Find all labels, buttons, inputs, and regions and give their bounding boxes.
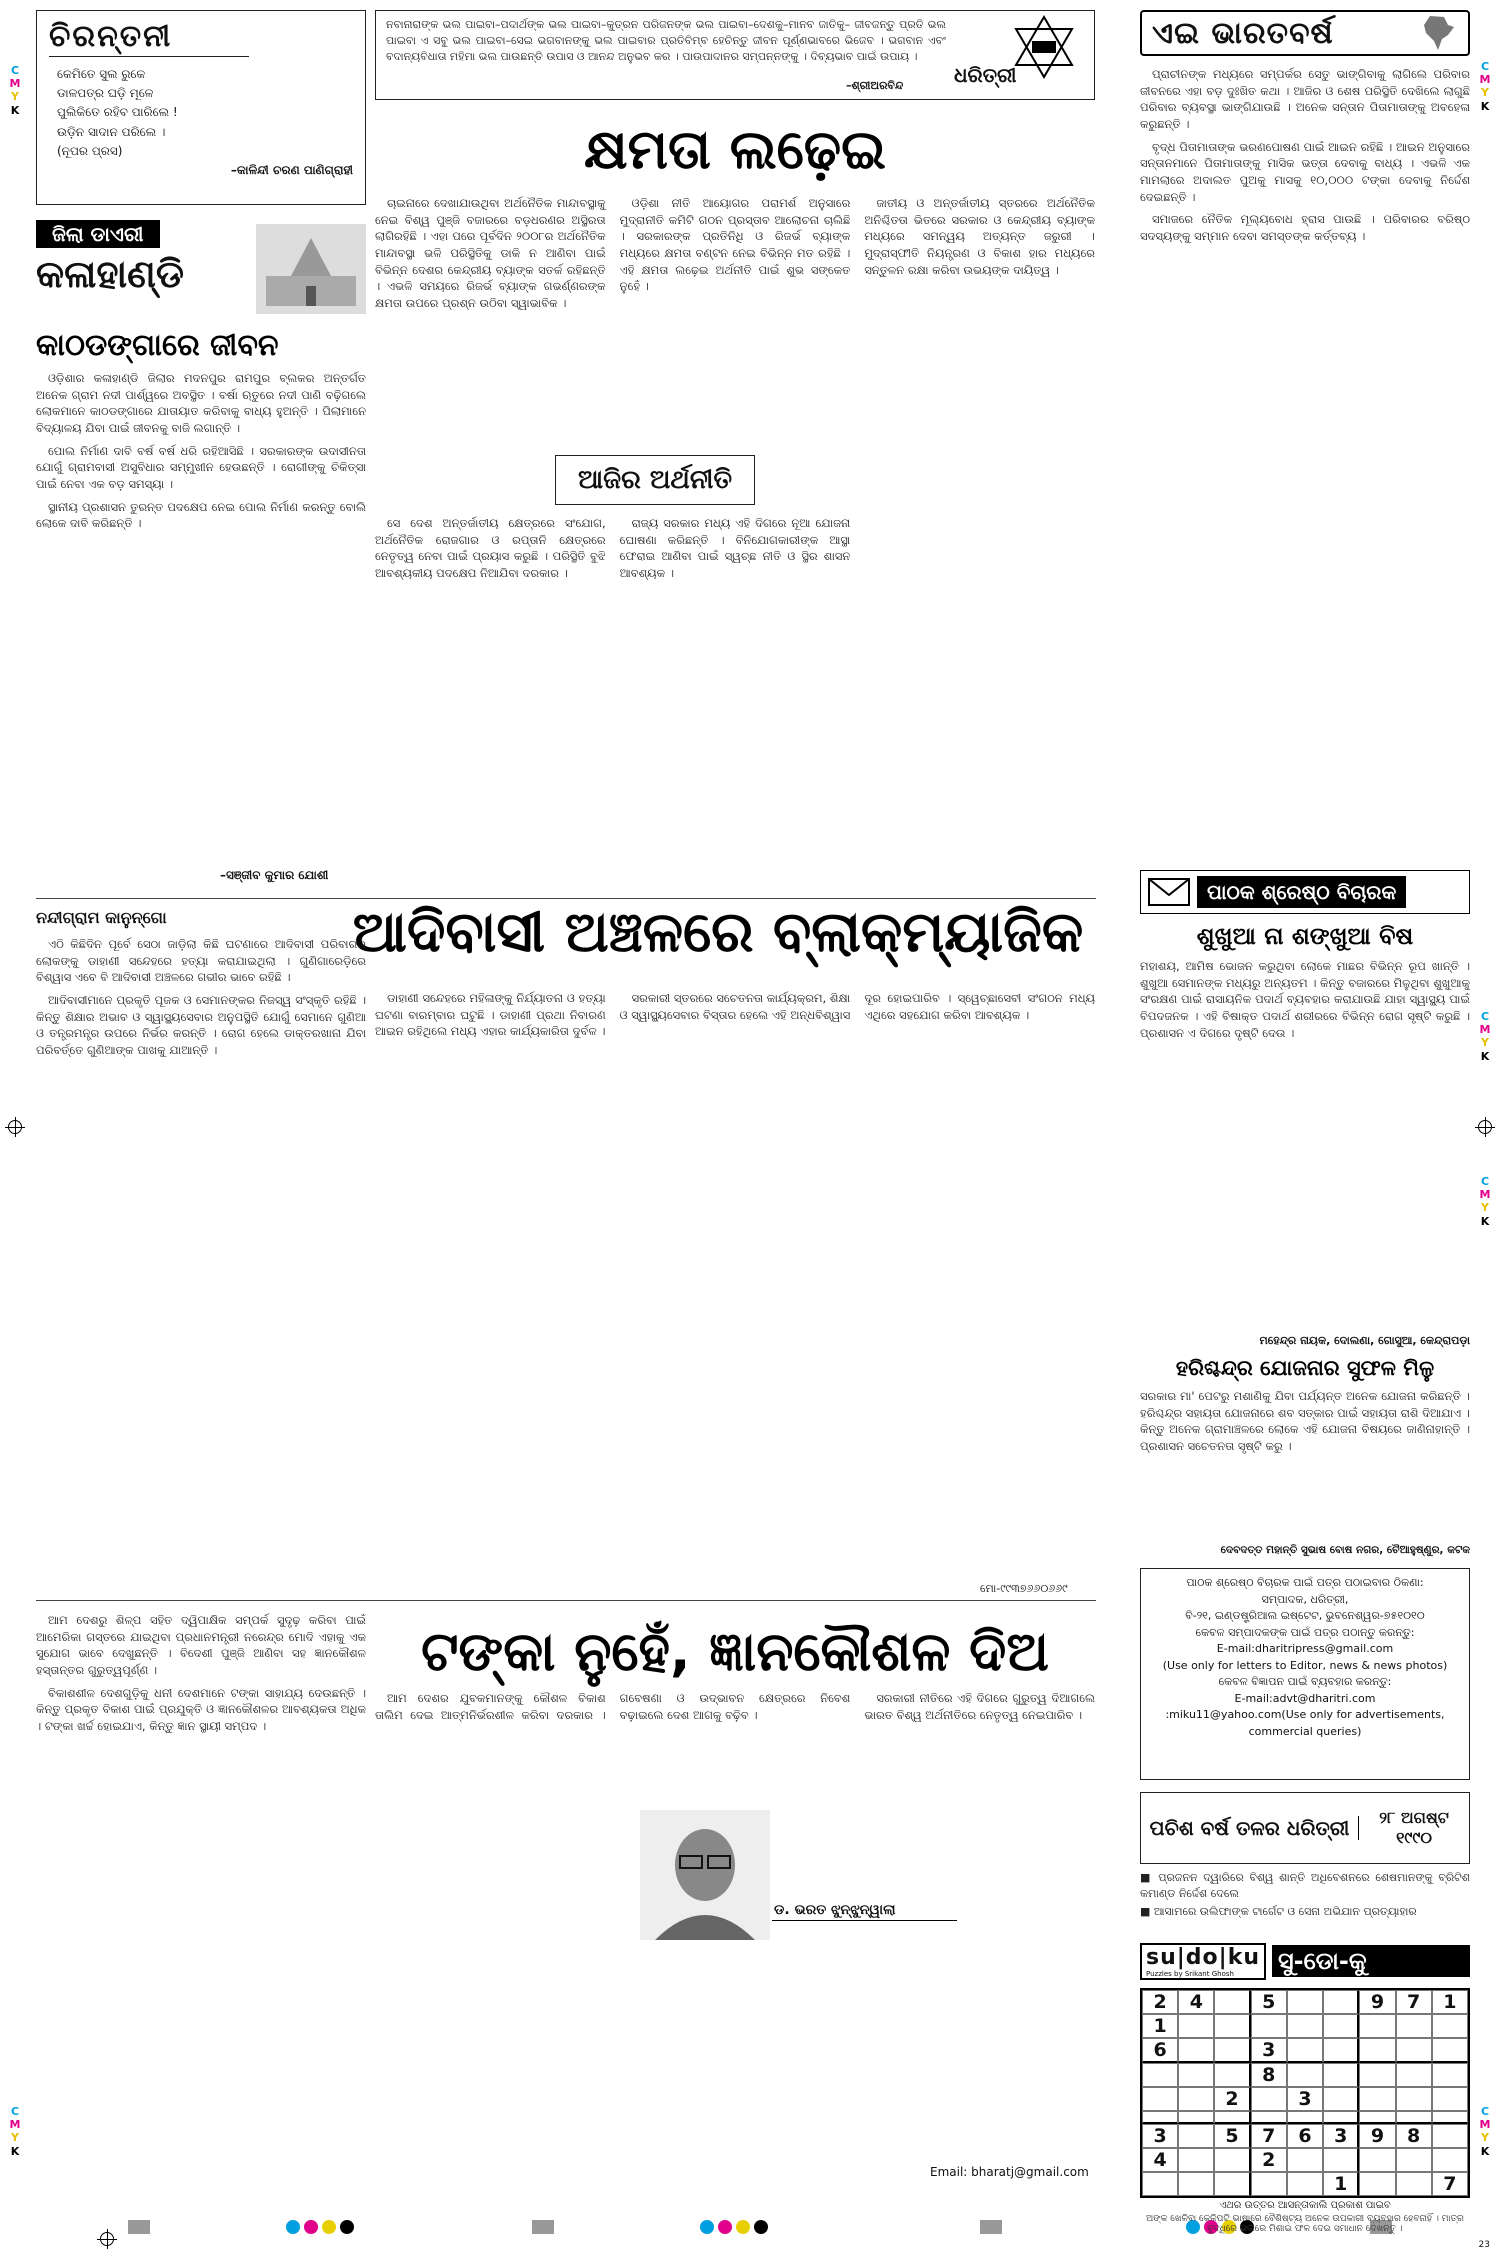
sudoku-bottom-note: ଅଙ୍କ ଖେଳିବା କେଳିପଟି ଭାଷାରେ ବୈଶିଷ୍ଟ୍ୟ ଅନେକ ଉପକାରୀ ବ୍ୟବହାର ହେବନାହିଁ । ମାତ୍ର ବୁଦ୍ଧିରେ ଭଲରେ ମିଶାଇ ଫଳ ଦେଇ ସମାଧାନ ଦେଖନ୍ତୁ । — [1146, 2214, 1464, 2234]
bullet-icon: ■ — [1140, 1871, 1159, 1884]
economy-column-body — [375, 515, 1095, 895]
editorial-paragraph: ଓଡ଼ିଶା ନୀତି ଆୟୋଗର ପରାମର୍ଶ ଅନୁସାରେ ମୁଦ୍ରାନୀତି କମିଟି ଗଠନ ପ୍ରସ୍ତାବ ଆଲୋଚନା ଚାଲିଛି । ସରକାରଙ୍କ ପ୍ରତିନିଧି ଓ ରିଜର୍ଭ ବ୍ୟାଙ୍କ ମଧ୍ୟରେ କ୍ଷମତା ବଣ୍ଟନ ନେଇ ବିଭିନ୍ନ ମତ ରହିଛି । ଏହି କ୍ଷମତା ଲଢ଼େଇ ଅର୍ଥନୀତି ପାଇଁ ଶୁଭ ସଙ୍କେତ ନୁହେଁ । — [619, 196, 851, 294]
sudoku-cell[interactable] — [1214, 2063, 1250, 2087]
letter2-body: ସରକାର ମା' ପେଟରୁ ମଶାଣିକୁ ଯିବା ପର୍ଯ୍ୟନ୍ତ ଅନେକ ଯୋଜନା କରିଛନ୍ତି । ହରିଶ୍ଚନ୍ଦ୍ର ସହାୟତା ଯୋଜନାରେ ଶବ ସତ୍କାର ପାଇଁ ସହାୟତା ରାଶି ଦିଆଯାଏ । କିନ୍ତୁ ଅନେକ ଗ୍ରାମାଞ୍ଚଳରେ ଲୋକେ ଏହି ଯୋଜନା ବିଷୟରେ ଜାଣିନାହାନ୍ତି । ପ୍ରଶାସନ ସଚେତନତା ସୃଷ୍ଟି କରୁ । — [1140, 1389, 1470, 1454]
contact-address1: ସମ୍ପାଦକ, ଧରିତ୍ରୀ, — [1261, 1592, 1349, 1606]
contact-email1-note: (Use only for letters to Editor, news & news photos) — [1162, 1658, 1448, 1672]
sudoku-cell[interactable]: 2 — [1214, 2087, 1250, 2111]
sudoku-cell[interactable] — [1396, 2038, 1432, 2063]
skill-paragraph: ବିକାଶଶୀଳ ଦେଶଗୁଡ଼ିକୁ ଧନୀ ଦେଶମାନେ ଟଙ୍କା ସାହାଯ୍ୟ ଦେଉଛନ୍ତି । କିନ୍ତୁ ପ୍ରକୃତ ବିକାଶ ପାଇଁ ପ୍ରଯୁକ୍ତି ଓ ଜ୍ଞାନକୌଶଳର ଆବଶ୍ୟକତା ଅଧିକ । ଟଙ୍କା ଖର୍ଚ୍ଚ ହୋଇଯାଏ, କିନ୍ତୁ ଜ୍ଞାନ ସ୍ଥାୟୀ ସମ୍ପଦ । — [36, 1685, 366, 1734]
sudoku-cell[interactable]: 7 — [1396, 1990, 1432, 2014]
economy-column-paragraph: ରାଜ୍ୟ ସରକାର ମଧ୍ୟ ଏହି ଦିଗରେ ନୂଆ ଯୋଜନା ଘୋଷଣା କରିଛନ୍ତି । ବିନିଯୋଗକାରୀଙ୍କ ଆସ୍ଥା ଫେରାଇ ଆଣିବା ପାଇଁ ସ୍ୱଚ୍ଛ ନୀତି ଓ ସ୍ଥିର ଶାସନ ଆବଶ୍ୟକ । — [619, 516, 851, 581]
district-diary-paragraph: ଓଡ଼ିଶାର କଳାହାଣ୍ଡି ଜିଲାର ମଦନପୁର ରାମପୁର ବ୍ଲକର ଅନ୍ତର୍ଗତ ଅନେକ ଗ୍ରାମ ନଦୀ ପାର୍ଶ୍ୱରେ ଅବସ୍ଥିତ । ବର୍ଷା ଋତୁରେ ନଦୀ ପାଣି ବଢ଼ିଗଲେ ଲୋକମାନେ କାଠଡଙ୍ଗାରେ ଯାତାୟାତ କରିବାକୁ ବାଧ୍ୟ ହୁଅନ୍ତି । ପିଲାମାନେ ବିଦ୍ୟାଳୟ ଯିବା ପାଇଁ ଜୀବନକୁ ବାଜି ଲଗାନ୍ତି । — [36, 371, 366, 436]
poem-line: କେମିତେ ସୁଲ ରୁକେ — [57, 67, 146, 81]
sudoku-cell[interactable]: 4 — [1178, 1990, 1214, 2014]
bharatbarsha-title: ଏଇ ଭାରତବର୍ଷ — [1152, 15, 1334, 51]
dharitri-emblem — [944, 13, 1084, 97]
sudoku-cell[interactable] — [1432, 2014, 1468, 2038]
page-number: 23 — [1478, 2240, 1490, 2250]
cmyk-mark-right-bottom: C M Y K — [1479, 2105, 1491, 2158]
sudoku-cell[interactable]: 1 — [1323, 2172, 1359, 2196]
sudoku-note: ଏଥର ଉତ୍ତର ଆସନ୍ତାକାଲି ପ୍ରକାଶ ପାଇବ — [1219, 2200, 1391, 2211]
sudoku-cell[interactable]: 3 — [1251, 2038, 1287, 2063]
sudoku-cell[interactable] — [1432, 2111, 1468, 2124]
district-diary-header — [36, 220, 366, 320]
sudoku-cell[interactable] — [1178, 2038, 1214, 2063]
economy-column-paragraph: ସେ ଦେଶ ଅନ୍ତର୍ଜାତୀୟ କ୍ଷେତ୍ରରେ ସଂଯୋଗ, ଅର୍ଥନୈତିକ ରୋଜଗାର ଓ ରପ୍ତାନି କ୍ଷେତ୍ରରେ ନେତୃତ୍ୱ ନେବା ପାଇଁ ପ୍ରୟାସ କରୁଛି । ପରିସ୍ଥିତି ବୁଝି ଆବଶ୍ୟକୀୟ ପଦକ୍ଷେପ ନିଆଯିବା ଦରକାର । — [375, 516, 606, 581]
tribal-subhead: ନନ୍ଦୀଗ୍ରାମ କାନୁନ୍‌ଗୋ — [36, 908, 167, 927]
quote-box — [375, 10, 1095, 100]
editorial-paragraph: ଚାଇନାରେ ଦେଖାଯାଉଥିବା ଅର୍ଥନୈତିକ ମାନ୍ଦାବସ୍ଥାକୁ ନେଇ ବିଶ୍ୱ ପୁଞ୍ଜି ବଜାରରେ ବଡ଼ଧରଣର ଅସ୍ଥିରତା ଲାଗିରହିଛି । ଏହା ପରେ ପୂର୍ବଦିନ ୨୦୦୮ର ଅର୍ଥନୈତିକ ମାନ୍ଦାବସ୍ଥା ଭଳି ପରିସ୍ଥିତିକୁ ଡାକି ନ ଆଣିବା ପାଇଁ ବିଭିନ୍ନ ଦେଶର କେନ୍ଦ୍ରୀୟ ବ୍ୟାଙ୍କ ସତର୍କ ରହିଛନ୍ତି । ଏଭଳି ସମୟରେ ରିଜର୍ଭ ବ୍ୟାଙ୍କ ଗଭର୍ଣ୍ଣରଙ୍କ କ୍ଷମତା ଉପରେ ପ୍ରଶ୍ନ ଉଠିବା ସ୍ୱାଭାବିକ । — [375, 196, 606, 311]
district-name: କଳାହାଣ୍ଡି — [36, 252, 185, 296]
sudoku-cell[interactable]: 5 — [1214, 2124, 1250, 2148]
sudoku-cell[interactable]: 6 — [1287, 2124, 1323, 2148]
sudoku-cell[interactable] — [1432, 2148, 1468, 2172]
quote-text: ନବାନାରାଙ୍କ ଭଲ ପାଇବା–ପଦାର୍ଥଙ୍କ ଭଲ ପାଇବା–କୁତ୍ରନ ପରିଜନଙ୍କ ଭଲ ପାଇବା–ଦେଶକୁ–ମାନବ ଜାତିକୁ– ଜୀବଜନ୍ତୁ ପ୍ରତି ଭଲ ପାଇବା ଏ ସବୁ ଭଲ ପାଇବା–ସେଇ ଭଗବାନଙ୍କୁ ଭଲ ପାଇବାର ପ୍ରତିବିମ୍ବ ହେଚିନ୍ତୁ ଜୀବନ ପୂର୍ଣ୍ଣଭାବରେ ଭିଜେବ । ଭଗବାନ ଏବଂ ବଦାନ୍ୟବିଧାତା ମହିମା ଭଲ ପାଉଛନ୍ତି ଉପାସ ଓ ଆନନ୍ଦ ଅନୁଭବ କର । ପାଉପାଦାନର ସମ୍ପନ୍ନଙ୍କୁ । ଦିବ୍ୟଭାବ ପାଇଁ ଉପାୟ । — [386, 18, 946, 63]
india-map-icon — [1418, 13, 1458, 53]
color-swatch-row — [286, 2220, 354, 2234]
letter2-author: ଦେବଦତ୍ତ ମହାନ୍ତି ସୁଭାଷ ବୋଷ ନଗର, ଚୈଆହୁଷ୍ଣୁର, କଟକ — [1220, 1544, 1470, 1556]
sudoku-logo — [1140, 1943, 1266, 1980]
gray-swatch — [128, 2220, 150, 2234]
economy-column-title: ଆଜିର ଅର୍ଥନୀତି — [578, 464, 732, 495]
letter1-title: ଶୁଖୁଆ ନା ଶଙ୍ଖୁଆ ବିଷ — [1196, 922, 1414, 950]
sudoku-cell[interactable]: 2 — [1251, 2148, 1287, 2172]
sudoku-cell[interactable] — [1323, 2063, 1359, 2087]
temple-photo — [256, 224, 366, 314]
sudoku-grid[interactable] — [1140, 1988, 1470, 2198]
sudoku-cell[interactable] — [1214, 2111, 1250, 2124]
item2-text: ଆସାମରେ ଉଲିଫାଙ୍କ ଟାର୍ଗେଟ ଓ ସେନା ଅଭିଯାନ ପ୍ରତ୍ୟାହାର — [1153, 1905, 1417, 1918]
sudoku-cell[interactable] — [1214, 2014, 1250, 2038]
sudoku-cell[interactable] — [1251, 2087, 1287, 2111]
quote-author: –ଶ୍ରୀଅରବିନ୍ଦ — [846, 79, 904, 92]
bharatbarsha-logo — [1140, 10, 1470, 62]
letter1-author: ମହେନ୍ଦ୍ର ନାୟକ, ଦୋଲଣା, ଗୋସୁଆ, କେନ୍ଦ୍ରାପଡ଼ା — [1259, 1334, 1470, 1347]
sudoku-cell[interactable] — [1287, 2038, 1323, 2063]
sudoku-cell[interactable]: 4 — [1142, 2148, 1178, 2172]
sudoku-cell[interactable]: 2 — [1142, 1990, 1178, 2014]
skill-paragraph: ଆମ ଦେଶର ଯୁବକମାନଙ୍କୁ କୌଶଳ ବିକାଶ ତାଲିମ ଦେଇ ଆତ୍ମନିର୍ଭରଶୀଳ କରିବା ଦରକାର । ଗବେଷଣା ଓ ଉଦ୍ଭାବନ କ୍ଷେତ୍ରରେ ନିବେଶ ବଢ଼ାଇଲେ ଦେଶ ଆଗକୁ ବଢ଼ିବ । — [375, 1691, 851, 1722]
twenty-five-years-date: ୨୮ ଅଗଷ୍ଟ ୧୯୯୦ — [1379, 1808, 1449, 1847]
sudoku-cell[interactable]: 3 — [1142, 2124, 1178, 2148]
twenty-five-years-item2 — [1140, 1904, 1470, 1920]
sudoku-cell[interactable] — [1178, 2014, 1214, 2038]
sudoku-cell[interactable] — [1323, 2087, 1359, 2111]
twenty-five-years-label: ପଚିଶ ବର୍ଷ ତଳର ଧରିତ୍ରୀ — [1141, 1816, 1359, 1840]
editorial-body — [375, 195, 1095, 465]
bharatbarsha-paragraph: ସମାଜରେ ନୈତିକ ମୂଲ୍ୟବୋଧ ହ୍ରାସ ପାଉଛି । ପରିବାରର ବରିଷ୍ଠ ସଦସ୍ୟଙ୍କୁ ସମ୍ମାନ ଦେବା ସମସ୍ତଙ୍କ କର୍ତ୍ତବ୍ୟ । — [1140, 212, 1470, 244]
poem-lines — [49, 65, 353, 161]
newspaper-name: ଧରିତ୍ରୀ — [954, 63, 1017, 87]
contact-email2[interactable]: E-mail:advt@dharitri.com — [1234, 1691, 1376, 1705]
bharatbarsha-body — [1140, 66, 1470, 866]
tribal-body-right — [375, 990, 1095, 1580]
district-diary-paragraph: ପୋଲ ନିର୍ମାଣ ଦାବି ବର୍ଷ ବର୍ଷ ଧରି ରହିଆସିଛି । ସରକାରଙ୍କ ଉଦାସୀନତା ଯୋଗୁଁ ଗ୍ରାମବାସୀ ଅସୁବିଧାର ସମ୍ମୁଖୀନ ହେଉଛନ୍ତି । ରୋଗୀଙ୍କୁ ଚିକିତ୍ସା ପାଇଁ ନେବା ଏକ ବଡ଼ ସମସ୍ୟା । — [36, 443, 366, 492]
tribal-paragraph: ଡାହାଣୀ ସନ୍ଦେହରେ ମହିଳାଙ୍କୁ ନିର୍ଯ୍ୟାତନା ଓ ହତ୍ୟା ଘଟଣା ବାରମ୍ବାର ଘଟୁଛି । ଡାହାଣୀ ପ୍ରଥା ନିବାରଣ ଆଇନ ରହିଥିଲେ ମଧ୍ୟ ଏହାର କାର୍ଯ୍ୟକାରିତା ଦୁର୍ବଳ । — [375, 991, 606, 1039]
bullet-icon: ■ — [1140, 1905, 1154, 1918]
sudoku-cell[interactable]: 9 — [1359, 1990, 1395, 2014]
contact-email1[interactable]: E-mail:dharitripress@gmail.com — [1216, 1642, 1394, 1655]
sudoku-cell[interactable] — [1251, 2172, 1287, 2196]
skill-author: ଡ. ଭରତ ଝୁନ୍‌ଝୁନ୍‌ୱାଲା — [772, 1900, 957, 1921]
sudoku-cell[interactable] — [1359, 2148, 1395, 2172]
poem-box — [36, 10, 366, 205]
sudoku-cell[interactable] — [1323, 2148, 1359, 2172]
tribal-phone: ମୋ-୯୯୩୭୬୬୦୬୬୯ — [980, 1582, 1068, 1595]
sudoku-cell[interactable] — [1178, 2148, 1214, 2172]
sudoku-cell[interactable] — [1142, 2087, 1178, 2111]
skill-paragraph: ସରକାରୀ ନୀତିରେ ଏହି ଦିଗରେ ଗୁରୁତ୍ୱ ଦିଆଗଲେ ଭାରତ ବିଶ୍ୱ ଅର୍ଥନୀତିରେ ନେତୃତ୍ୱ ନେଇପାରିବ । — [864, 1691, 1095, 1722]
sudoku-title: su|do|ku — [1146, 1944, 1260, 1970]
sudoku-cell[interactable] — [1287, 2148, 1323, 2172]
cmyk-mark-right-mid2: C M Y K — [1479, 1175, 1491, 1228]
sudoku-cell[interactable] — [1214, 2172, 1250, 2196]
sudoku-cell[interactable] — [1251, 2014, 1287, 2038]
skill-email[interactable]: Email: bharatj@gmail.com — [930, 2165, 1089, 2179]
district-diary-headline: କାଠଡଙ୍ଗାରେ ଜୀବନ — [36, 328, 279, 363]
sudoku-header — [1140, 1940, 1470, 1982]
contact-intro: ପାଠକ ଶ୍ରେଷ୍ଠ ବିଚାରକ ପାଇଁ ପତ୍ର ପଠାଇବାର ଠିକଣା: — [1186, 1576, 1424, 1589]
poem-title: ଚିରନ୍ତନୀ — [49, 19, 249, 57]
sudoku-cell[interactable] — [1287, 2063, 1323, 2087]
editorial-paragraph: ଜାତୀୟ ଓ ଅନ୍ତର୍ଜାତୀୟ ସ୍ତରରେ ଅର୍ଥନୈତିକ ଅନିଶ୍ଚିତତା ଭିତରେ ସରକାର ଓ କେନ୍ଦ୍ରୀୟ ବ୍ୟାଙ୍କ ମଧ୍ୟରେ ସମନ୍ୱୟ ଅତ୍ୟନ୍ତ ଜରୁରୀ । ମୁଦ୍ରାସ୍ଫୀତି ନିୟନ୍ତ୍ରଣ ଓ ବିକାଶ ହାର ମଧ୍ୟରେ ସନ୍ତୁଳନ ରକ୍ଷା କରିବା ଉଭୟଙ୍କ ଦାୟିତ୍ୱ । — [864, 196, 1095, 277]
cmyk-mark-right-mid: C M Y K — [1479, 1010, 1491, 1063]
sudoku-cell[interactable]: 3 — [1323, 2124, 1359, 2148]
sudoku-cell[interactable] — [1396, 2087, 1432, 2111]
district-diary-paragraph: ସ୍ଥାନୀୟ ପ୍ରଶାସନ ତୁରନ୍ତ ପଦକ୍ଷେପ ନେଇ ପୋଲ ନିର୍ମାଣ କରନ୍ତୁ ବୋଲି ଲୋକେ ଦାବି କରିଛନ୍ତି । — [36, 499, 366, 531]
gray-swatch — [532, 2220, 554, 2234]
poem-line: ଡାଳପତ୍ର ଘଡ଼ି ମୂଳେ — [57, 86, 154, 101]
sudoku-cell[interactable] — [1287, 2172, 1323, 2196]
sudoku-cell[interactable] — [1396, 2014, 1432, 2038]
district-diary-label: ଜିଲା ଡାଏରୀ — [36, 220, 160, 248]
sudoku-ori-title: ସୁ-ଡୋ-କୁ — [1272, 1945, 1470, 1977]
sudoku-cell[interactable] — [1359, 2172, 1395, 2196]
sudoku-cell[interactable] — [1142, 2172, 1178, 2196]
contact-box — [1140, 1568, 1470, 1780]
tribal-paragraph: ଆଦିବାସୀମାନେ ପ୍ରକୃତି ପୂଜକ ଓ ସେମାନଙ୍କର ନିଜସ୍ୱ ସଂସ୍କୃତି ରହିଛି । କିନ୍ତୁ ଶିକ୍ଷାର ଅଭାବ ଓ ସ୍ୱାସ୍ଥ୍ୟସେବାର ଅନୁପସ୍ଥିତି ଯୋଗୁଁ ସେମାନେ ଗୁଣିଆ ଓ ତନ୍ତ୍ରମନ୍ତ୍ର ଉପରେ ନିର୍ଭର କରନ୍ତି । ରୋଗ ହେଲେ ଡାକ୍ତରଖାନା ଯିବା ପରିବର୍ତ୍ତେ ଗୁଣିଆଙ୍କ ପାଖକୁ ଯାଆନ୍ତି । — [36, 993, 366, 1058]
cmyk-mark-right-top: C M Y K — [1479, 60, 1491, 113]
economy-column-box — [555, 455, 755, 505]
tribal-headline: ଆଦିବାସୀ ଅଞ୍ଚଳରେ ବ୍ଲାକ୍‌ମ୍ୟାଜିକ — [352, 900, 1084, 965]
sudoku-cell[interactable] — [1178, 2124, 1214, 2148]
sudoku-cell[interactable] — [1178, 2087, 1214, 2111]
sudoku-cell[interactable] — [1323, 2111, 1359, 2124]
district-diary-author: –ସଞ୍ଜୀବ କୁମାର ଯୋଶୀ — [220, 868, 329, 882]
registration-mark-bottom — [100, 2232, 114, 2246]
contact-email3[interactable]: :miku11@yahoo.com(Use only for advertisements, commercial queries) — [1165, 1708, 1445, 1738]
sudoku-cell[interactable] — [1178, 2172, 1214, 2196]
skill-body-left — [36, 1612, 366, 2182]
sudoku-cell[interactable] — [1396, 2111, 1432, 2124]
editorial-title: କ୍ଷମତା ଲଢ଼େଇ — [583, 118, 887, 181]
sudoku-cell[interactable] — [1214, 2038, 1250, 2063]
sudoku-cell[interactable] — [1359, 2063, 1395, 2087]
bharatbarsha-paragraph: ବୃଦ୍ଧ ପିତାମାତାଙ୍କ ଭରଣପୋଷଣ ପାଇଁ ଆଇନ ରହିଛି । ଆଇନ ଅନୁସାରେ ସନ୍ତାନମାନେ ପିତାମାତାଙ୍କୁ ମାସିକ ଭତ୍ତା ଦେବାକୁ ବାଧ୍ୟ । ଏଭଳି ଏକ ମାମଲାରେ ଅଦାଲତ ପୁଅକୁ ମାସକୁ ୧୦,୦୦୦ ଟଙ୍କା ଦେବାକୁ ନିର୍ଦ୍ଦେଶ ଦେଇଛନ୍ତି । — [1140, 139, 1470, 204]
sudoku-cell[interactable] — [1287, 2111, 1323, 2124]
tribal-body-left — [36, 936, 366, 1576]
letters-section-title: ପାଠକ ଶ୍ରେଷ୍ଠ ବିଚାରକ — [1197, 876, 1406, 908]
sudoku-cell[interactable] — [1142, 2111, 1178, 2124]
sudoku-cell[interactable] — [1142, 2063, 1178, 2087]
contact-ads-note: କେବଳ ବିଜ୍ଞାପନ ପାଇଁ ବ୍ୟବହାର କରନ୍ତୁ: — [1218, 1675, 1392, 1688]
sudoku-cell[interactable]: 7 — [1251, 2124, 1287, 2148]
skill-headline: ଟଙ୍କା ନୁହେଁ, ଜ୍ଞାନକୌଶଳ ଦିଅ — [421, 1620, 1049, 1683]
sudoku-cell[interactable]: 1 — [1432, 1990, 1468, 2014]
color-swatch-row — [700, 2220, 768, 2234]
district-diary-body — [36, 370, 366, 860]
poem-line: ପୁଲିକିତେ ରହିବ ପାରିଲେ ! — [57, 105, 178, 120]
letters-header — [1140, 870, 1470, 914]
sudoku-cell[interactable] — [1214, 1990, 1250, 2014]
sudoku-cell[interactable] — [1432, 2087, 1468, 2111]
twenty-five-years-item1 — [1140, 1870, 1470, 1902]
sudoku-cell[interactable] — [1432, 2063, 1468, 2087]
contact-email-note: କେବଳ ସମ୍ପାଦକଙ୍କ ପାଇଁ ପତ୍ର ପଠାନ୍ତୁ କରନ୍ତୁ: — [1195, 1625, 1415, 1639]
sudoku-cell[interactable] — [1396, 2172, 1432, 2196]
section-divider — [36, 898, 1096, 899]
poem-line: ଉଡ଼ିନ ସାଦାନ ପରିଲେ । — [57, 124, 166, 139]
sudoku-cell[interactable] — [1396, 2063, 1432, 2087]
sudoku-cell[interactable]: 6 — [1142, 2038, 1178, 2063]
sudoku-cell[interactable] — [1359, 2038, 1395, 2063]
cmyk-mark-left-top: C M Y K — [9, 64, 21, 117]
sudoku-cell[interactable] — [1251, 2111, 1287, 2124]
letter2-title: ହରିଶ୍ଚନ୍ଦ୍ର ଯୋଜନାର ସୁଫଳ ମିଳୁ — [1175, 1356, 1435, 1380]
contact-address2: ବି-୨୧, ଇଣ୍ଡଷ୍ଟ୍ରିଆଲ ଇଷ୍ଟେଟ, ଭୁବନେଶ୍ୱର-୭୫୧୦୧୦ — [1185, 1609, 1425, 1622]
sudoku-cell[interactable] — [1287, 2014, 1323, 2038]
sudoku-cell[interactable] — [1323, 2014, 1359, 2038]
sudoku-cell[interactable]: 8 — [1251, 2063, 1287, 2087]
item1-text: ପ୍ରଜନନ ଦ୍ୱାରିରେ ବିଶ୍ୱ ଶାନ୍ତି ଅଧିବେଶନରେ ଶେଷମାନଙ୍କୁ ବ୍ରିଟିଶ କମାଣ୍ଡ ନିର୍ଦ୍ଦେଶ ଦେଲେ — [1140, 1871, 1470, 1900]
sudoku-cell[interactable]: 3 — [1287, 2087, 1323, 2111]
sudoku-cell[interactable] — [1359, 2087, 1395, 2111]
skill-paragraph: ଆମ ଦେଶରୁ ଶିଳ୍ପ ସହିତ ଦ୍ୱିପାକ୍ଷିକ ସମ୍ପର୍କ ସୁଦୃଢ଼ କରିବା ପାଇଁ ଆମେରିକା ଗସ୍ତରେ ଯାଇଥିବା ପ୍ରଧାନମନ୍ତ୍ରୀ ନରେନ୍ଦ୍ର ମୋଦି ଏହାକୁ ଏକ ସୁଯୋଗ ଭାବେ ଦେଖୁଛନ୍ତି । ବିଦେଶୀ ପୁଞ୍ଜି ଆଣିବା ସହ ଜ୍ଞାନକୌଶଳ ହସ୍ତାନ୍ତର ଗୁରୁତ୍ୱପୂର୍ଣ୍ଣ । — [36, 1613, 366, 1678]
sudoku-cell[interactable] — [1432, 2038, 1468, 2063]
registration-mark-left — [8, 1120, 22, 1134]
sudoku-cell[interactable] — [1214, 2148, 1250, 2172]
twenty-five-years-box — [1140, 1792, 1470, 1864]
sudoku-cell[interactable] — [1396, 2148, 1432, 2172]
bharatbarsha-paragraph: ପ୍ରାଚୀନଙ୍କ ମଧ୍ୟରେ ସମ୍ପର୍କର ସେତୁ ଭାଙ୍ଗିବାକୁ ଲାଗିଲେ ପରିବାର ଜୀବନରେ ଏହା ବଡ଼ ଦୁଃଖିତ କଥା । ଆଜିର ଓ ଶେଷ ପରିସ୍ଥିତି ଦେଖିଲେ ଲାଗୁଛି ପରିବାର ବ୍ୟବସ୍ଥା ଭାଙ୍ଗିଯାଉଛି । ଅନେକ ସନ୍ତାନ ପିତାମାତାଙ୍କୁ ଅବହେଳା କରୁଛନ୍ତି । — [1140, 67, 1470, 132]
sudoku-cell[interactable]: 7 — [1432, 2172, 1468, 2196]
sudoku-cell[interactable] — [1323, 1990, 1359, 2014]
envelope-icon — [1147, 877, 1191, 907]
sudoku-cell[interactable] — [1323, 2038, 1359, 2063]
sudoku-cell[interactable]: 8 — [1396, 2124, 1432, 2148]
tribal-paragraph: ଏଠି କିଛିଦିନ ପୂର୍ବେ ସେଠା ଜାଡ଼ିଲା କିଛି ଘଟଣାରେ ଆଦିବାସୀ ପରିବାରର ଲୋକଙ୍କୁ ଡାହାଣୀ ସନ୍ଦେହରେ ହତ୍ୟା କରାଯାଇଥିଲା । ଗୁଣିଗାରେଡ଼ିରେ ବିଶ୍ୱାସ ଏବେ ବି ଆଦିବାସୀ ଅଞ୍ଚଳରେ ଗଭୀର ଭାବେ ରହିଛି । — [36, 937, 366, 985]
gray-swatch — [980, 2220, 1002, 2234]
cmyk-mark-left-bottom: C M Y K — [9, 2105, 21, 2158]
registration-mark-right — [1478, 1120, 1492, 1134]
author-portrait — [640, 1810, 770, 1940]
sudoku-cell[interactable]: 9 — [1359, 2124, 1395, 2148]
poem-author: –କାଳିନ୍ଦୀ ଚରଣ ପାଣିଗ୍ରାହୀ — [230, 162, 353, 177]
sudoku-cell[interactable] — [1359, 2014, 1395, 2038]
letter1-body: ମହାଶୟ, ଆମିଷ ଭୋଜନ କରୁଥିବା ଲୋକେ ମାଛର ବିଭିନ୍ନ ରୂପ ଖାନ୍ତି । ଶୁଖୁଆ ସେମାନଙ୍କ ମଧ୍ୟରୁ ଅନ୍ୟତମ । କିନ୍ତୁ ବଜାରରେ ମିଳୁଥିବା ଶୁଖୁଆକୁ ସଂରକ୍ଷଣ ପାଇଁ ରାସାୟନିକ ପଦାର୍ଥ ବ୍ୟବହାର କରାଯାଉଛି ଯାହା ସ୍ୱାସ୍ଥ୍ୟ ପାଇଁ ବିପଦଜନକ । ଏହି ବିଷାକ୍ତ ପଦାର୍ଥ ଶରୀରରେ ବିଭିନ୍ନ ରୋଗ ସୃଷ୍ଟି କରୁଛି । ପ୍ରଶାସନ ଏ ଦିଗରେ ଦୃଷ୍ଟି ଦେଉ । — [1140, 959, 1470, 1040]
sudoku-cell[interactable] — [1178, 2111, 1214, 2124]
sudoku-cell[interactable] — [1178, 2063, 1214, 2087]
sudoku-cell[interactable] — [1359, 2111, 1395, 2124]
sudoku-cell[interactable]: 5 — [1251, 1990, 1287, 2014]
poem-line: (ନୂପର ପ୍ରସ) — [57, 143, 123, 158]
sudoku-cell[interactable]: 1 — [1142, 2014, 1178, 2038]
sudoku-cell[interactable] — [1432, 2124, 1468, 2148]
tribal-paragraph: ସରକାରୀ ସ୍ତରରେ ସଚେତନତା କାର୍ଯ୍ୟକ୍ରମ, ଶିକ୍ଷା ଓ ସ୍ୱାସ୍ଥ୍ୟସେବାର ବିସ୍ତାର ହେଲେ ଏହି ଅନ୍ଧବିଶ୍ୱାସ ଦୂର ହୋଇପାରିବ । ସ୍ୱେଚ୍ଛାସେବୀ ସଂଗଠନ ମଧ୍ୟ ଏଥିରେ ସହଯୋଗ କରିବା ଆବଶ୍ୟକ । — [619, 991, 1095, 1022]
sudoku-byline: Puzzles by Srikant Ghosh — [1146, 1969, 1234, 1978]
section-divider — [36, 1600, 1096, 1601]
sudoku-cell[interactable] — [1287, 1990, 1323, 2014]
